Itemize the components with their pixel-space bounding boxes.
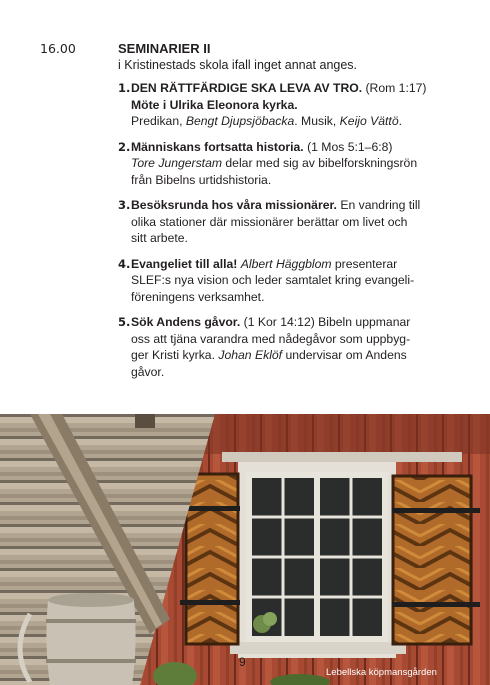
text-segment: gåvor. bbox=[131, 364, 165, 379]
item-line bbox=[131, 214, 458, 231]
item-line bbox=[131, 97, 458, 114]
text-segment: Keijo Vättö bbox=[339, 114, 399, 128]
item-line bbox=[131, 314, 458, 331]
seminar-item bbox=[118, 256, 458, 306]
text-segment: (1 Kor 14:12) Bibeln uppmanar bbox=[240, 315, 411, 329]
text-segment: undervisar om Andens bbox=[282, 348, 407, 362]
item-line bbox=[131, 155, 458, 172]
text-segment: ger Kristi kyrka. bbox=[131, 348, 219, 362]
session-title: SEMINARIER II bbox=[118, 41, 211, 56]
item-line bbox=[131, 364, 458, 381]
session-time: 16.00 bbox=[40, 41, 76, 56]
item-line bbox=[131, 197, 458, 214]
page-number: 9 bbox=[239, 655, 246, 669]
text-segment: Bengt Djupsjöbacka bbox=[185, 114, 295, 128]
text-segment: Sök Andens gåvor. bbox=[131, 315, 241, 329]
item-line bbox=[131, 80, 458, 97]
item-line bbox=[131, 230, 458, 247]
text-segment: (Rom 1:17) bbox=[362, 81, 427, 95]
item-line bbox=[131, 113, 458, 130]
seminar-item bbox=[118, 314, 458, 380]
text-segment: DEN RÄTTFÄRDIGE SKA LEVA AV TRO. bbox=[131, 81, 363, 95]
photo-wooden-buildings bbox=[0, 414, 490, 685]
session-subtitle: i Kristinestads skola ifall inget annat anges. bbox=[118, 58, 358, 72]
text-segment: Predikan, bbox=[131, 114, 186, 128]
text-segment: delar med sig av bibelforskningsrön bbox=[222, 156, 418, 170]
text-segment: Tore Jungerstam bbox=[131, 156, 223, 170]
item-line bbox=[131, 289, 458, 306]
text-segment: olika stationer där missionärer berättar om livet och bbox=[131, 214, 408, 229]
text-segment: Evangeliet till alla! bbox=[131, 256, 238, 271]
text-segment: sitt arbete. bbox=[131, 231, 188, 245]
text-segment: Johan Eklöf bbox=[218, 348, 283, 362]
seminar-list bbox=[118, 80, 458, 380]
item-number: 3. bbox=[118, 198, 131, 212]
item-line bbox=[131, 331, 458, 348]
item-line bbox=[131, 256, 458, 273]
text-segment: . bbox=[398, 114, 402, 128]
text-segment: En vandring till bbox=[336, 198, 421, 212]
item-line bbox=[131, 272, 458, 289]
text-segment: föreningens verksamhet. bbox=[131, 289, 265, 304]
text-segment: . Musik, bbox=[294, 114, 340, 128]
session-content bbox=[118, 40, 458, 389]
text-segment: Besöksrunda hos våra missionärer. bbox=[131, 198, 337, 212]
text-segment: presenterar bbox=[331, 256, 398, 271]
item-line bbox=[131, 347, 458, 364]
text-segment: från Bibelns urtidshistoria. bbox=[131, 172, 272, 187]
text-segment: Människans fortsatta historia. bbox=[131, 139, 304, 154]
seminar-item bbox=[118, 197, 458, 247]
item-number: 1. bbox=[118, 81, 131, 95]
item-number: 4. bbox=[118, 256, 131, 271]
text-segment: SLEF:s nya vision och leder samtalet kring evangeli- bbox=[131, 273, 415, 287]
photo-caption: Lebellska köpmansgården bbox=[326, 667, 437, 678]
text-segment: Albert Häggblom bbox=[240, 256, 332, 271]
text-segment: oss att tjäna varandra med nådegåvor som uppbyg- bbox=[131, 331, 411, 346]
item-number: 2. bbox=[118, 139, 131, 154]
seminar-item bbox=[118, 80, 458, 130]
item-line bbox=[131, 172, 458, 189]
item-number: 5. bbox=[118, 315, 131, 329]
text-segment: Möte i Ulrika Eleonora kyrka. bbox=[131, 97, 298, 112]
item-line bbox=[131, 139, 458, 156]
text-segment: (1 Mos 5:1–6:8) bbox=[303, 139, 393, 154]
seminar-item bbox=[118, 139, 458, 189]
